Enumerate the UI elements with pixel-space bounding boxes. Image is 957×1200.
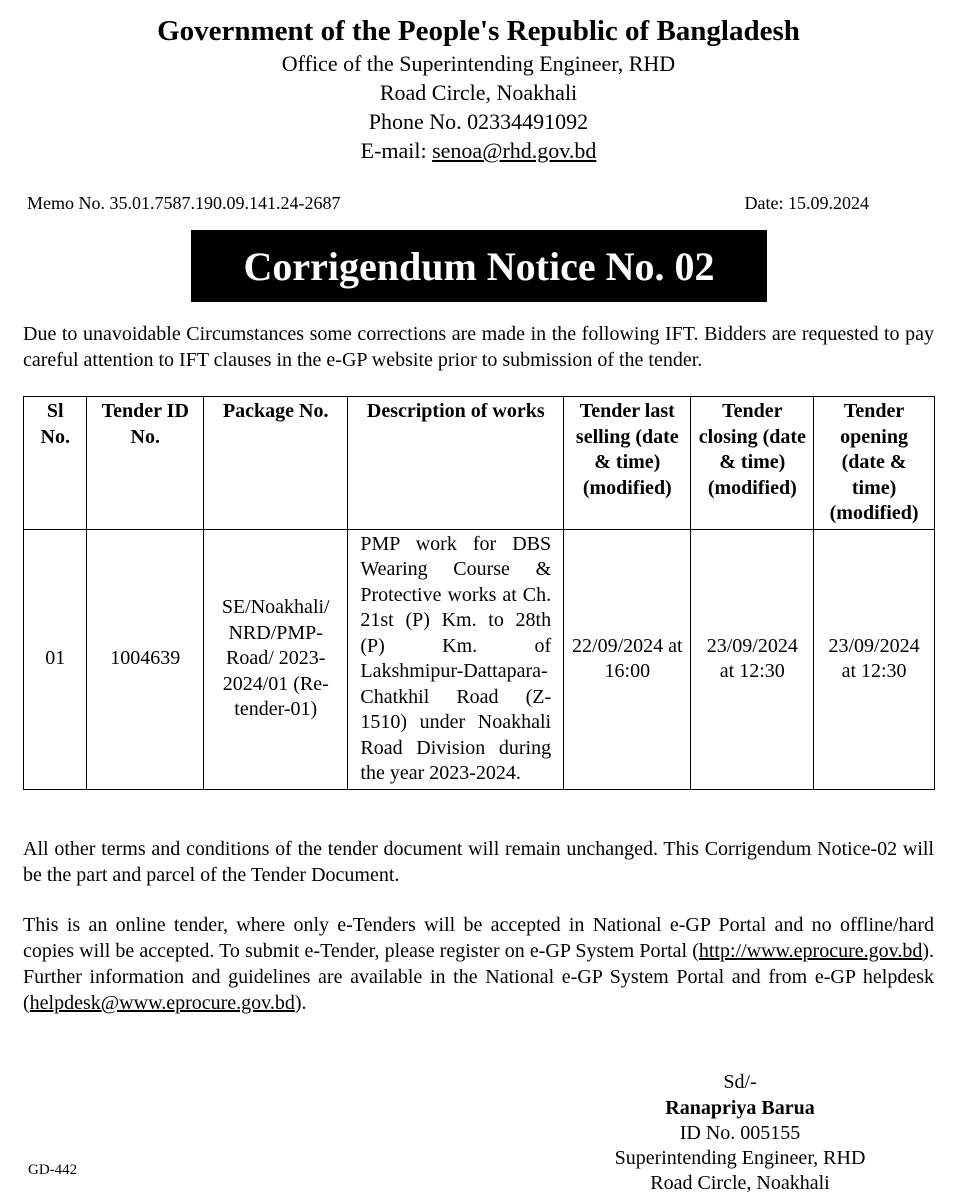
intro-paragraph: Due to unavoidable Circumstances some corrections are made in the following IFT. Bidders are requested to pay careful attention to IFT clauses in the e-GP website prior to submission of the tender.	[23, 323, 934, 371]
cell-closing: 23/09/2024 at 12:30	[691, 529, 814, 789]
table-header-row	[24, 397, 935, 530]
signatory-id: ID No. 005155	[679, 1122, 801, 1144]
email-link[interactable]: senoa@rhd.gov.bd	[432, 138, 597, 163]
online-tender-paragraph	[23, 912, 934, 1016]
signatory-name: Ranapriya Barua	[665, 1097, 815, 1119]
online-text-1: This is an online tender, where only e-Tenders will be accepted in National e-GP Portal and no offline/hard copies will be accepted. To submit e-Tender, please register on e-GP System Portal (	[23, 914, 934, 962]
cell-description: PMP work for DBS Wearing Course & Protective works at Ch. 21st (P) Km. to 28th (P) Km. of Lakshmipur-Dattapara-Chatkhil Road (Z-1510) under Noakhali Road Division during the year 2023-2024.	[348, 529, 564, 789]
signature-sd: Sd/-	[723, 1071, 757, 1093]
cell-sl: 01	[24, 529, 87, 789]
cell-last-selling: 22/09/2024 at 16:00	[564, 529, 691, 789]
email-label: E-mail:	[360, 138, 433, 163]
notice-title: Corrigendum Notice No. 02	[243, 243, 715, 289]
online-text-2: ). Further information and guidelines are available in the National e-GP System Portal and from e-GP helpdesk (	[23, 940, 934, 1014]
signatory-office: Road Circle, Noakhali	[650, 1172, 830, 1194]
portal-link[interactable]: http://www.eprocure.gov.bd	[698, 940, 923, 962]
signatory-designation: Superintending Engineer, RHD	[614, 1147, 866, 1169]
notice-title-banner	[191, 230, 767, 302]
header-package: Package No.	[204, 397, 348, 530]
office-circle: Road Circle, Noakhali	[379, 80, 578, 105]
office-phone: Phone No. 02334491092	[368, 109, 589, 134]
header-description: Description of works	[348, 397, 564, 530]
footer-code: GD-442	[28, 1162, 78, 1178]
online-text-3: ).	[294, 992, 307, 1014]
office-name: Office of the Superintending Engineer, RHD	[281, 51, 676, 76]
office-email-line	[0, 137, 957, 165]
tender-table	[23, 396, 935, 790]
header-sl: Sl No.	[24, 397, 87, 530]
terms-paragraph: All other terms and conditions of the tender document will remain unchanged. This Corrigendum Notice-02 will be the part and parcel of the Tender Document.	[23, 838, 934, 886]
cell-tender-id: 1004639	[87, 529, 204, 789]
header-opening: Tender opening (date & time) (modified)	[814, 397, 935, 530]
page-title: Government of the People's Republic of Bangladesh	[157, 15, 800, 47]
header-tender-id: Tender ID No.	[87, 397, 204, 530]
cell-opening: 23/09/2024 at 12:30	[814, 529, 935, 789]
header-closing: Tender closing (date & time) (modified)	[691, 397, 814, 530]
helpdesk-link[interactable]: helpdesk@www.eprocure.gov.bd	[29, 992, 295, 1014]
memo-date: Date: 15.09.2024	[744, 193, 869, 213]
header-last-selling: Tender last selling (date & time) (modified)	[564, 397, 691, 530]
cell-package: SE/Noakhali/ NRD/PMP-Road/ 2023-2024/01 (Re-tender-01)	[204, 529, 348, 789]
memo-number: Memo No. 35.01.7587.190.09.141.24-2687	[27, 193, 341, 213]
table-row	[24, 529, 935, 789]
